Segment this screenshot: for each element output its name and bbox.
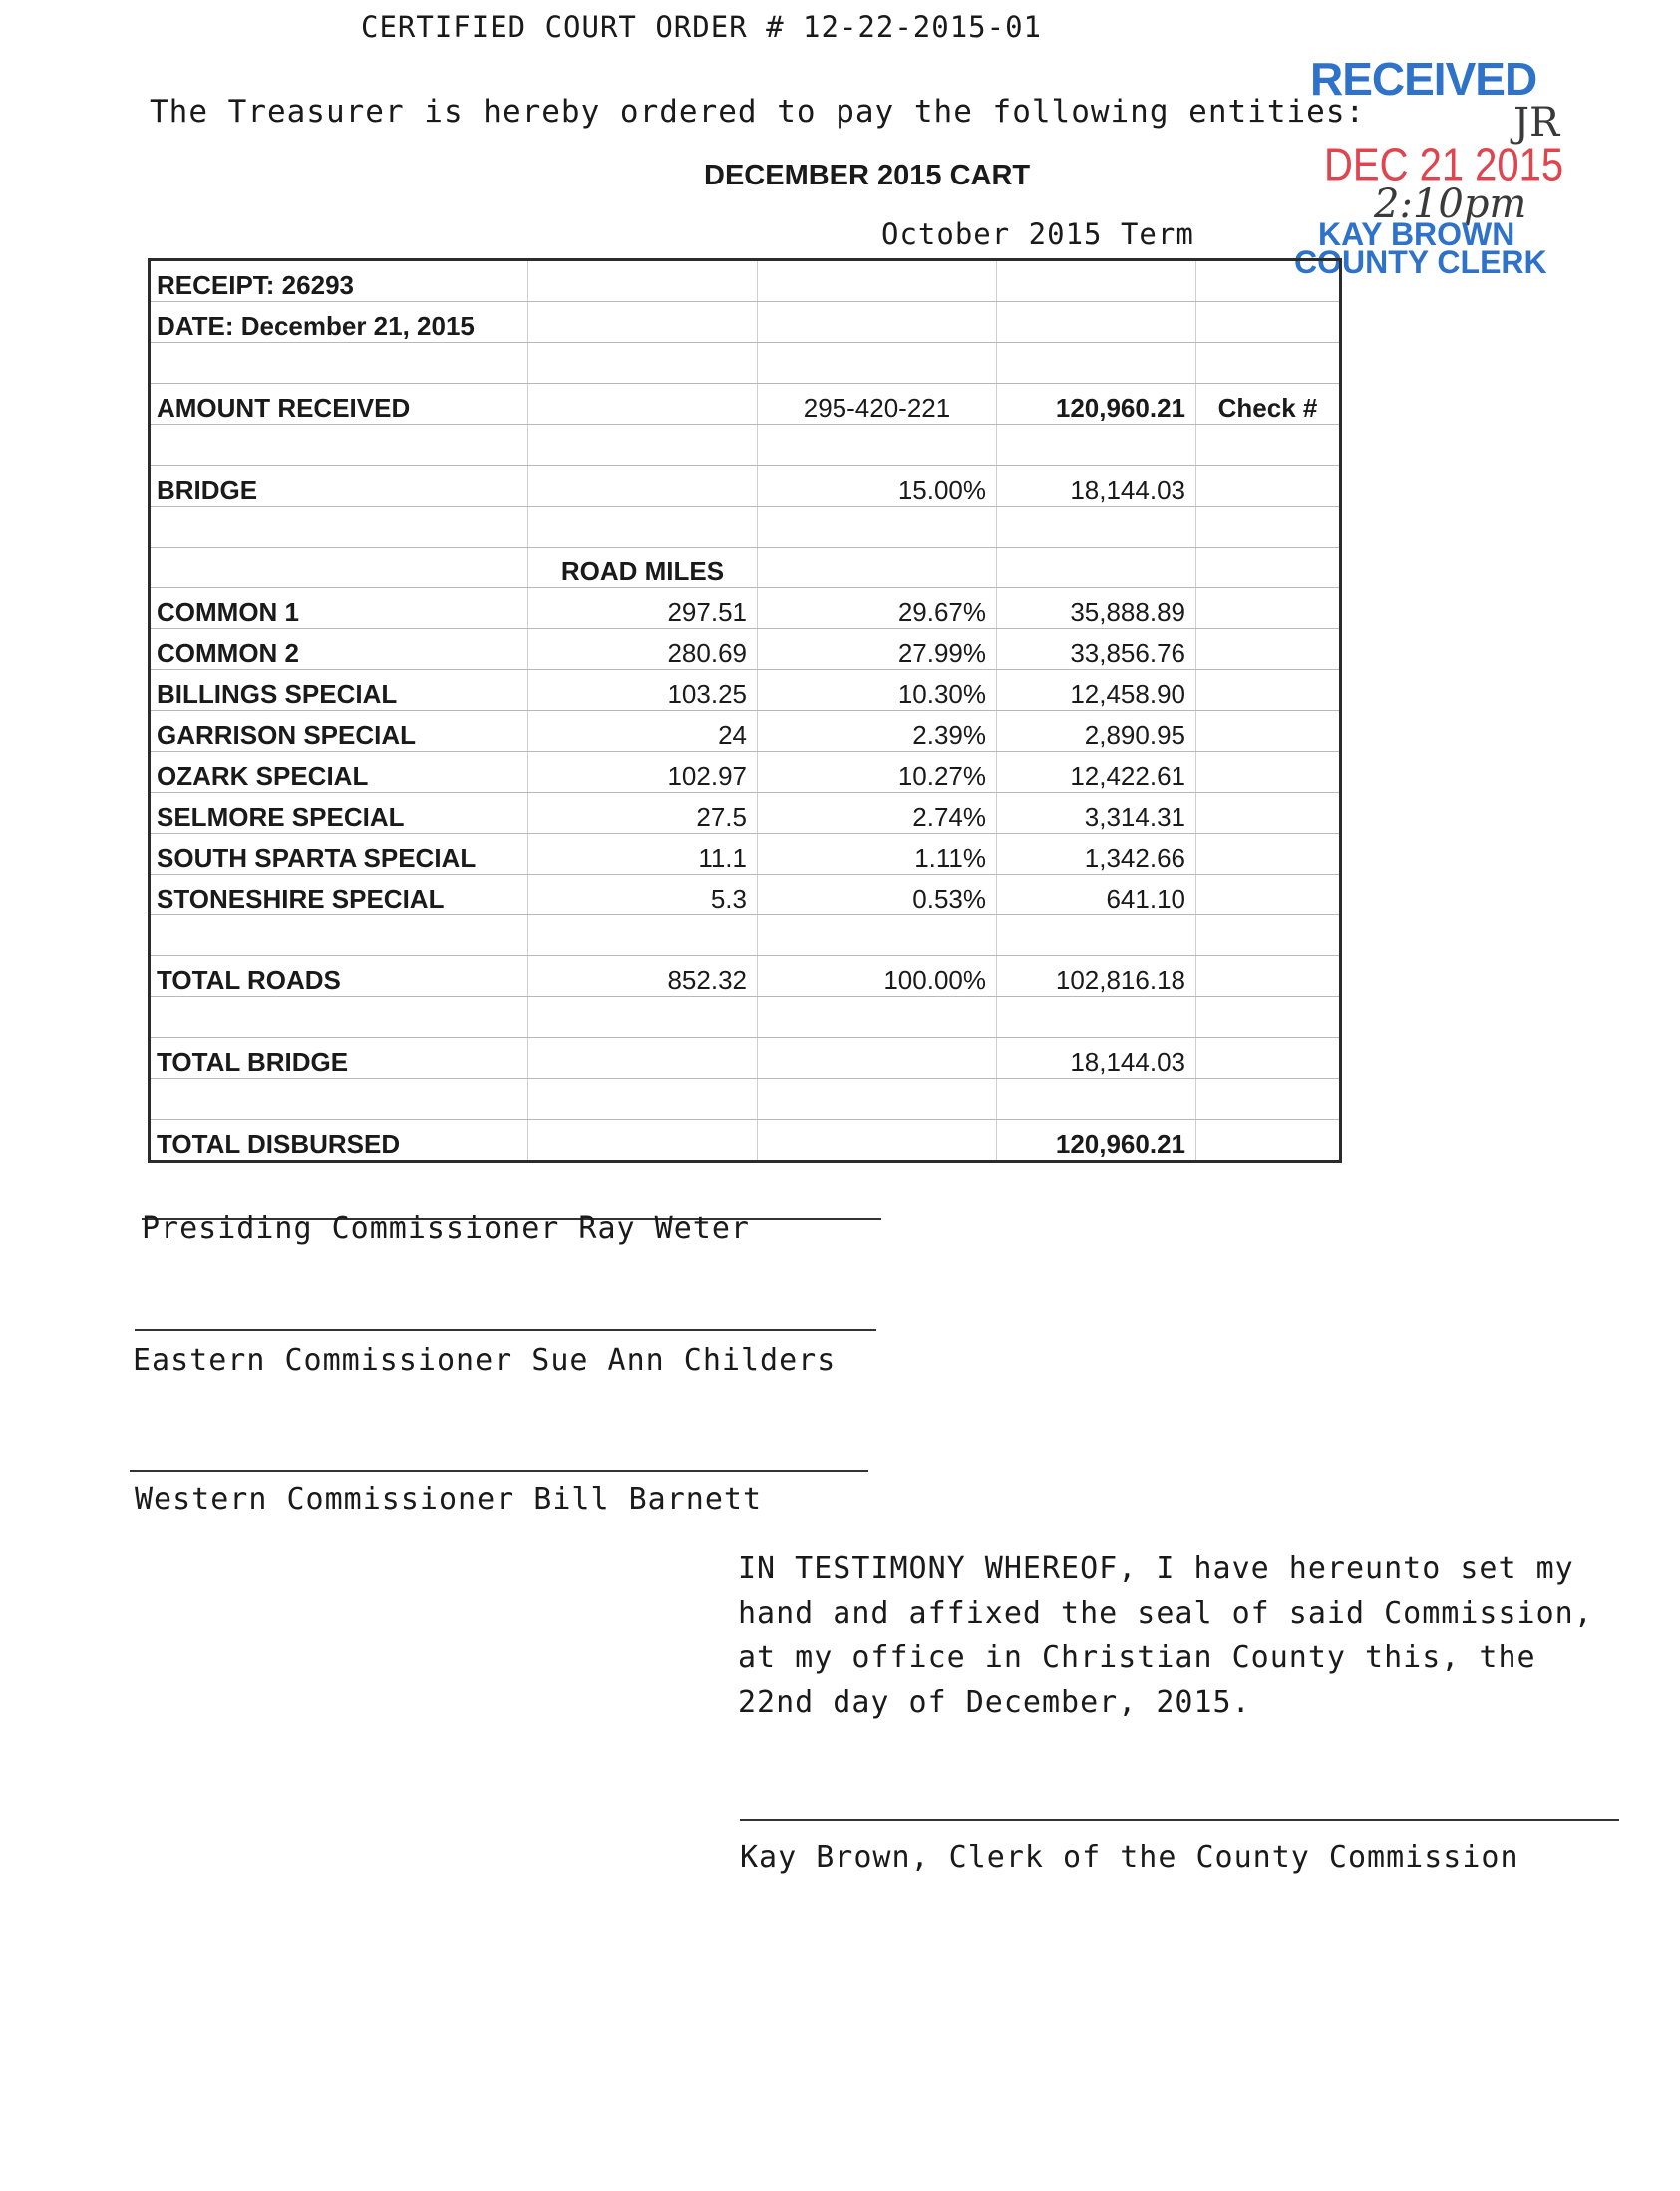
road-miles: 103.25	[528, 670, 758, 711]
total-bridge-amount: 18,144.03	[997, 1038, 1196, 1079]
table-row	[150, 260, 1341, 302]
order-intro: The Treasurer is hereby ordered to pay the following entities:	[150, 94, 1366, 130]
clerk-signature-line	[740, 1819, 1619, 1821]
cart-table	[148, 258, 1342, 1163]
road-label: SELMORE SPECIAL	[150, 793, 528, 834]
total-roads-label: TOTAL ROADS	[150, 956, 528, 997]
amount-received-value: 120,960.21	[997, 384, 1196, 425]
table-row	[150, 997, 1341, 1038]
road-percent: 10.27%	[758, 752, 997, 793]
road-percent: 2.74%	[758, 793, 997, 834]
road-amount: 1,342.66	[997, 834, 1196, 875]
road-amount: 3,314.31	[997, 793, 1196, 834]
road-amount: 35,888.89	[997, 588, 1196, 629]
road-label: COMMON 2	[150, 629, 528, 670]
road-miles: 102.97	[528, 752, 758, 793]
road-miles: 280.69	[528, 629, 758, 670]
presiding-commissioner-label: Presiding Commissioner Ray Weter	[142, 1211, 750, 1246]
testimony-paragraph	[738, 1546, 1593, 1725]
check-number-label: Check #	[1196, 384, 1341, 425]
table-row	[150, 466, 1341, 507]
stamp-time: 2:10pm	[1374, 182, 1527, 227]
table-row	[150, 1120, 1341, 1162]
date-label: DATE: December 21, 2015	[150, 302, 528, 343]
road-label: COMMON 1	[150, 588, 528, 629]
table-row	[150, 915, 1341, 956]
table-row	[150, 302, 1341, 343]
testimony-line: IN TESTIMONY WHEREOF, I have hereunto set my	[738, 1551, 1574, 1586]
road-amount: 641.10	[997, 875, 1196, 915]
table-row	[150, 629, 1341, 670]
road-percent: 2.39%	[758, 711, 997, 752]
road-label: BILLINGS SPECIAL	[150, 670, 528, 711]
road-label: SOUTH SPARTA SPECIAL	[150, 834, 528, 875]
table-row	[150, 1079, 1341, 1120]
bridge-percent: 15.00%	[758, 466, 997, 507]
table-row	[150, 752, 1341, 793]
clerk-label: Kay Brown, Clerk of the County Commission	[740, 1840, 1519, 1875]
total-disbursed-label: TOTAL DISBURSED	[150, 1120, 528, 1162]
road-percent: 27.99%	[758, 629, 997, 670]
table-row	[150, 670, 1341, 711]
amount-received-label: AMOUNT RECEIVED	[150, 384, 528, 425]
road-percent: 1.11%	[758, 834, 997, 875]
table-row	[150, 384, 1341, 425]
stamp-date: DEC 21 2015	[1324, 140, 1564, 190]
western-signature-line	[130, 1470, 868, 1472]
testimony-line: hand and affixed the seal of said Commission,	[738, 1596, 1593, 1631]
road-amount: 12,422.61	[997, 752, 1196, 793]
term-label: October 2015 Term	[881, 217, 1194, 251]
road-miles: 5.3	[528, 875, 758, 915]
total-roads-percent: 100.00%	[758, 956, 997, 997]
total-roads-amount: 102,816.18	[997, 956, 1196, 997]
cart-title: DECEMBER 2015 CART	[704, 160, 1031, 191]
road-amount: 33,856.76	[997, 629, 1196, 670]
table-row	[150, 507, 1341, 548]
total-roads-miles: 852.32	[528, 956, 758, 997]
road-miles: 24	[528, 711, 758, 752]
table-row	[150, 1038, 1341, 1079]
road-percent: 29.67%	[758, 588, 997, 629]
road-miles: 297.51	[528, 588, 758, 629]
road-percent: 0.53%	[758, 875, 997, 915]
road-label: GARRISON SPECIAL	[150, 711, 528, 752]
eastern-commissioner-label: Eastern Commissioner Sue Ann Childers	[133, 1343, 837, 1378]
table-row	[150, 588, 1341, 629]
road-miles: 11.1	[528, 834, 758, 875]
road-miles: 27.5	[528, 793, 758, 834]
table-row	[150, 548, 1341, 588]
total-disbursed-amount: 120,960.21	[997, 1120, 1196, 1162]
table-row	[150, 875, 1341, 915]
total-bridge-label: TOTAL BRIDGE	[150, 1038, 528, 1079]
stamp-initials: JR	[1513, 100, 1560, 146]
testimony-line: 22nd day of December, 2015.	[738, 1685, 1251, 1720]
eastern-signature-line	[135, 1329, 876, 1331]
road-amount: 2,890.95	[997, 711, 1196, 752]
table-row	[150, 343, 1341, 384]
road-miles-header: ROAD MILES	[528, 548, 758, 588]
stamp-office: COUNTY CLERK	[1294, 244, 1547, 280]
road-label: STONESHIRE SPECIAL	[150, 875, 528, 915]
received-stamp	[1286, 52, 1575, 286]
table-row	[150, 425, 1341, 466]
road-amount: 12,458.90	[997, 670, 1196, 711]
testimony-line: at my office in Christian County this, the	[738, 1641, 1536, 1675]
receipt-label: RECEIPT: 26293	[150, 260, 528, 302]
stamp-name: KAY BROWN	[1318, 216, 1515, 252]
table-row	[150, 834, 1341, 875]
table-row	[150, 711, 1341, 752]
table-row	[150, 793, 1341, 834]
account-number: 295-420-221	[758, 384, 997, 425]
order-title: CERTIFIED COURT ORDER # 12-22-2015-01	[361, 10, 1043, 44]
stamp-received-text: RECEIVED	[1310, 53, 1537, 105]
road-label: OZARK SPECIAL	[150, 752, 528, 793]
bridge-label: BRIDGE	[150, 466, 528, 507]
western-commissioner-label: Western Commissioner Bill Barnett	[135, 1482, 763, 1517]
table-row	[150, 956, 1341, 997]
road-percent: 10.30%	[758, 670, 997, 711]
bridge-amount: 18,144.03	[997, 466, 1196, 507]
